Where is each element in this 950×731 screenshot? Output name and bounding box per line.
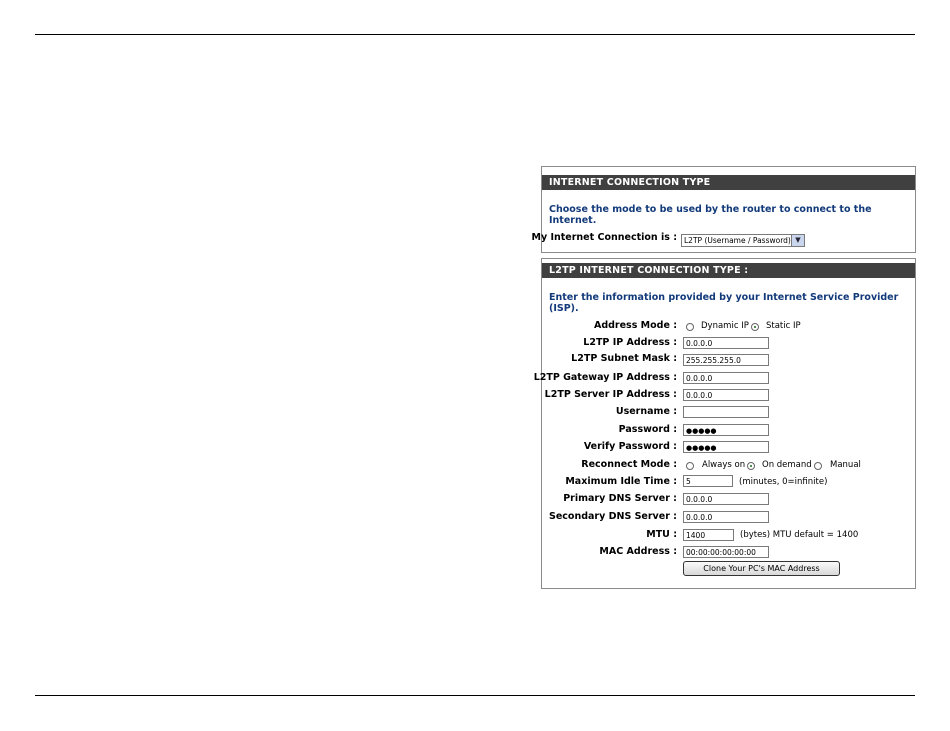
subnet-mask-field[interactable]: 255.255.255.0 [683,354,769,366]
server-ip-field[interactable]: 0.0.0.0 [683,389,769,401]
dynamic-ip-label: Dynamic IP [701,321,749,331]
static-ip-radio[interactable] [751,323,759,331]
password-field[interactable]: ●●●●● [683,424,769,436]
dynamic-ip-radio[interactable] [686,323,694,331]
mac-address-label: MAC Address : [599,546,677,557]
server-ip-label: L2TP Server IP Address : [544,389,677,400]
username-label: Username : [615,406,677,417]
secondary-dns-label: Secondary DNS Server : [549,511,677,522]
connection-label: My Internet Connection is : [531,232,677,243]
subnet-mask-label: L2TP Subnet Mask : [571,353,677,364]
top-rule [35,34,915,35]
manual-label: Manual [830,460,861,470]
ip-address-field[interactable]: 0.0.0.0 [683,337,769,349]
mtu-field[interactable]: 1400 [683,529,734,541]
max-idle-field[interactable]: 5 [683,475,733,487]
panel-description: Enter the information provided by your Internet Service Provider (ISP). [549,292,899,314]
verify-password-field[interactable]: ●●●●● [683,441,769,453]
mac-address-field[interactable]: 00:00:00:00:00:00 [683,546,769,558]
max-idle-note: (minutes, 0=infinite) [739,477,828,487]
on-demand-label: On demand [762,460,812,470]
mtu-label: MTU : [646,529,677,540]
panel-header: L2TP INTERNET CONNECTION TYPE : [542,263,915,278]
mtu-note: (bytes) MTU default = 1400 [740,530,859,540]
ip-address-label: L2TP IP Address : [583,337,677,348]
always-on-radio[interactable] [686,462,694,470]
panel-description: Choose the mode to be used by the router to connect to the Internet. [549,204,872,226]
internet-connection-type-panel [531,166,916,253]
primary-dns-label: Primary DNS Server : [563,493,677,504]
clone-mac-button[interactable]: Clone Your PC's MAC Address [683,561,840,576]
connection-type-value: L2TP (Username / Password) [684,236,791,245]
connection-type-select[interactable] [681,234,805,247]
on-demand-radio[interactable] [747,462,755,470]
verify-password-label: Verify Password : [583,441,677,452]
username-field[interactable] [683,406,769,418]
address-mode-label: Address Mode : [593,320,677,331]
l2tp-connection-panel [533,258,916,589]
bottom-rule [35,695,915,696]
gateway-ip-label: L2TP Gateway IP Address : [533,372,677,383]
chevron-down-icon[interactable]: ▼ [791,235,804,246]
primary-dns-field[interactable]: 0.0.0.0 [683,493,769,505]
manual-radio[interactable] [814,462,822,470]
max-idle-label: Maximum Idle Time : [565,476,677,487]
gateway-ip-field[interactable]: 0.0.0.0 [683,372,769,384]
always-on-label: Always on [702,460,746,470]
reconnect-mode-label: Reconnect Mode : [581,459,677,470]
panel-header: INTERNET CONNECTION TYPE [542,175,915,190]
secondary-dns-field[interactable]: 0.0.0.0 [683,511,769,523]
password-label: Password : [618,424,677,435]
static-ip-label: Static IP [766,321,801,331]
